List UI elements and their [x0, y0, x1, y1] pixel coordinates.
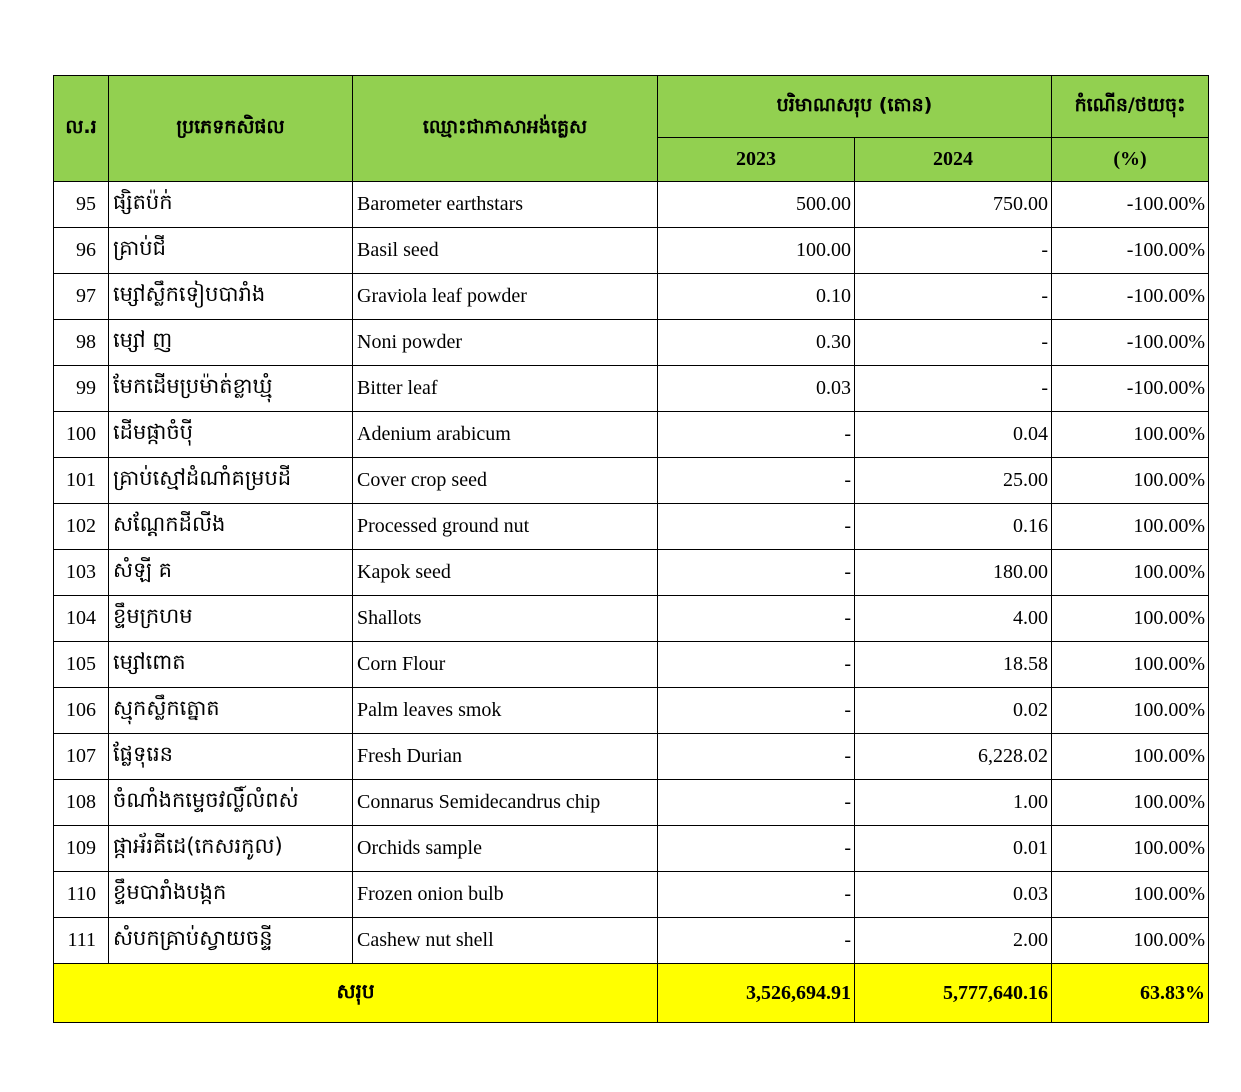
row-quantity-2023: -: [658, 872, 855, 918]
row-product-english: Adenium arabicum: [353, 412, 658, 458]
row-growth-percent: -100.00%: [1052, 366, 1209, 412]
row-product-english: Processed ground nut: [353, 504, 658, 550]
row-quantity-2023: -: [658, 688, 855, 734]
row-quantity-2024: 1.00: [855, 780, 1052, 826]
row-product-english: Orchids sample: [353, 826, 658, 872]
table-row: [54, 918, 1209, 964]
row-growth-percent: 100.00%: [1052, 734, 1209, 780]
row-quantity-2024: 0.16: [855, 504, 1052, 550]
row-quantity-2024: -: [855, 274, 1052, 320]
row-quantity-2023: -: [658, 918, 855, 964]
total-2024: 5,777,640.16: [855, 964, 1052, 1023]
row-number: 108: [54, 780, 109, 826]
header-year-2024: 2024: [855, 138, 1052, 182]
row-growth-percent: 100.00%: [1052, 642, 1209, 688]
table-row: [54, 458, 1209, 504]
row-quantity-2024: 2.00: [855, 918, 1052, 964]
row-quantity-2024: 0.01: [855, 826, 1052, 872]
row-product-khmer: សំបកគ្រាប់ស្វាយចន្ទី: [109, 918, 353, 964]
row-growth-percent: 100.00%: [1052, 918, 1209, 964]
table-row: [54, 550, 1209, 596]
table-row: [54, 780, 1209, 826]
row-growth-percent: 100.00%: [1052, 688, 1209, 734]
total-label: សរុប: [54, 964, 658, 1023]
row-quantity-2024: 180.00: [855, 550, 1052, 596]
row-product-khmer: គ្រាប់ជី: [109, 228, 353, 274]
table-row: [54, 826, 1209, 872]
row-product-english: Graviola leaf powder: [353, 274, 658, 320]
row-quantity-2024: -: [855, 320, 1052, 366]
row-quantity-2023: 0.10: [658, 274, 855, 320]
table-row: [54, 412, 1209, 458]
row-quantity-2024: 6,228.02: [855, 734, 1052, 780]
row-quantity-2023: 500.00: [658, 182, 855, 228]
row-quantity-2023: -: [658, 412, 855, 458]
row-quantity-2023: 0.30: [658, 320, 855, 366]
row-number: 101: [54, 458, 109, 504]
row-product-khmer: ចំណាំងកម្ទេចវល្លិ៍លំពស់: [109, 780, 353, 826]
row-growth-percent: 100.00%: [1052, 780, 1209, 826]
table-row: [54, 734, 1209, 780]
row-product-khmer: មែកដើមប្រម៉ាត់ខ្លាឃ្មុំ: [109, 366, 353, 412]
row-product-english: Palm leaves smok: [353, 688, 658, 734]
row-number: 99: [54, 366, 109, 412]
table-row: [54, 366, 1209, 412]
row-number: 106: [54, 688, 109, 734]
row-quantity-2023: -: [658, 596, 855, 642]
total-percent: 63.83%: [1052, 964, 1209, 1023]
row-quantity-2023: -: [658, 504, 855, 550]
row-quantity-2024: 25.00: [855, 458, 1052, 504]
row-growth-percent: 100.00%: [1052, 826, 1209, 872]
row-product-khmer: ម្សៅ ញ: [109, 320, 353, 366]
header-percent: (%): [1052, 138, 1209, 182]
row-number: 102: [54, 504, 109, 550]
row-number: 104: [54, 596, 109, 642]
row-number: 110: [54, 872, 109, 918]
row-growth-percent: 100.00%: [1052, 550, 1209, 596]
row-growth-percent: 100.00%: [1052, 596, 1209, 642]
row-product-khmer: ខ្ទឹមក្រហម: [109, 596, 353, 642]
row-product-english: Shallots: [353, 596, 658, 642]
row-quantity-2023: -: [658, 780, 855, 826]
row-product-english: Connarus Semidecandrus chip: [353, 780, 658, 826]
table-row: [54, 596, 1209, 642]
row-quantity-2024: 0.02: [855, 688, 1052, 734]
header-english-name: ឈ្មោះជាភាសាអង់គ្លេស: [353, 76, 658, 182]
row-quantity-2024: -: [855, 228, 1052, 274]
row-growth-percent: 100.00%: [1052, 458, 1209, 504]
row-number: 105: [54, 642, 109, 688]
row-product-english: Cover crop seed: [353, 458, 658, 504]
row-product-english: Kapok seed: [353, 550, 658, 596]
row-growth-percent: 100.00%: [1052, 412, 1209, 458]
row-quantity-2024: 4.00: [855, 596, 1052, 642]
row-quantity-2024: 0.04: [855, 412, 1052, 458]
row-number: 109: [54, 826, 109, 872]
row-quantity-2023: -: [658, 550, 855, 596]
table-row: [54, 642, 1209, 688]
row-number: 103: [54, 550, 109, 596]
row-quantity-2023: -: [658, 826, 855, 872]
export-table: [53, 75, 1209, 1023]
table-row: [54, 688, 1209, 734]
row-growth-percent: 100.00%: [1052, 872, 1209, 918]
row-product-english: Corn Flour: [353, 642, 658, 688]
row-number: 95: [54, 182, 109, 228]
row-product-khmer: ដើមផ្កាចំប៉ី: [109, 412, 353, 458]
row-product-english: Fresh Durian: [353, 734, 658, 780]
row-product-english: Bitter leaf: [353, 366, 658, 412]
header-growth: កំណើន/ថយចុះ: [1052, 76, 1209, 138]
row-product-khmer: ម្សៅពោត: [109, 642, 353, 688]
table-row: [54, 872, 1209, 918]
row-product-english: Cashew nut shell: [353, 918, 658, 964]
header-year-2023: 2023: [658, 138, 855, 182]
row-number: 96: [54, 228, 109, 274]
table-row: [54, 182, 1209, 228]
row-quantity-2024: 18.58: [855, 642, 1052, 688]
row-product-khmer: ស្មុកស្លឹកត្នោត: [109, 688, 353, 734]
row-product-khmer: គ្រាប់ស្មៅដំណាំគម្របដី: [109, 458, 353, 504]
row-quantity-2023: -: [658, 458, 855, 504]
total-2023: 3,526,694.91: [658, 964, 855, 1023]
row-product-english: Noni powder: [353, 320, 658, 366]
row-quantity-2023: 0.03: [658, 366, 855, 412]
table-row: [54, 504, 1209, 550]
row-quantity-2023: -: [658, 734, 855, 780]
row-growth-percent: -100.00%: [1052, 274, 1209, 320]
row-growth-percent: 100.00%: [1052, 504, 1209, 550]
row-product-khmer: សំឡី គ: [109, 550, 353, 596]
row-quantity-2023: -: [658, 642, 855, 688]
row-number: 111: [54, 918, 109, 964]
header-total-quantity: បរិមាណសរុប (តោន): [658, 76, 1052, 138]
row-growth-percent: -100.00%: [1052, 320, 1209, 366]
row-quantity-2024: -: [855, 366, 1052, 412]
header-no: ល.រ: [54, 76, 109, 182]
row-product-english: Basil seed: [353, 228, 658, 274]
row-product-english: Frozen onion bulb: [353, 872, 658, 918]
row-growth-percent: -100.00%: [1052, 228, 1209, 274]
row-product-khmer: ខ្ទឹមបារាំងបង្កក: [109, 872, 353, 918]
row-growth-percent: -100.00%: [1052, 182, 1209, 228]
row-product-khmer: ផ្កាអ័រគីដេ(កេសរកូល): [109, 826, 353, 872]
row-product-khmer: ផ្លែទុរេន: [109, 734, 353, 780]
row-product-khmer: ម្សៅស្លឹកទៀបបារាំង: [109, 274, 353, 320]
table-row: [54, 274, 1209, 320]
header-product-type: ប្រភេទកសិផល: [109, 76, 353, 182]
table-row: [54, 228, 1209, 274]
row-number: 100: [54, 412, 109, 458]
row-product-khmer: ផ្សិតប៉ក់: [109, 182, 353, 228]
row-quantity-2024: 0.03: [855, 872, 1052, 918]
row-number: 107: [54, 734, 109, 780]
row-product-english: Barometer earthstars: [353, 182, 658, 228]
row-number: 98: [54, 320, 109, 366]
row-number: 97: [54, 274, 109, 320]
row-quantity-2024: 750.00: [855, 182, 1052, 228]
table-row: [54, 320, 1209, 366]
row-product-khmer: សណ្តែកដីលីង: [109, 504, 353, 550]
total-row: [54, 964, 1209, 1023]
row-quantity-2023: 100.00: [658, 228, 855, 274]
